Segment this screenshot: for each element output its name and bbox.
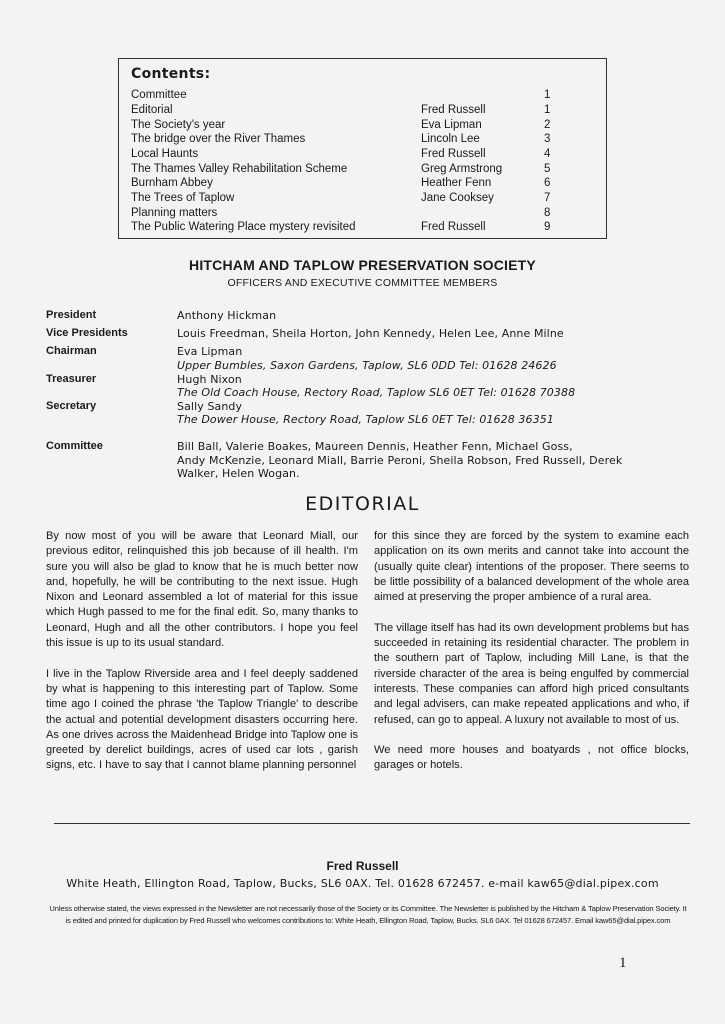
vice-presidents-label: Vice Presidents <box>46 327 128 339</box>
committee-label: Committee <box>46 440 103 452</box>
toc-page: 9 <box>544 221 551 233</box>
president-label: President <box>46 309 97 321</box>
toc-row <box>131 147 601 162</box>
page-number: 1 <box>619 955 627 971</box>
editorial-column-right <box>374 529 689 789</box>
treasurer-label: Treasurer <box>46 373 97 385</box>
editorial-heading: EDITORIAL <box>305 493 420 515</box>
toc-title: The Public Watering Place mystery revisited <box>131 221 356 233</box>
toc-author: Lincoln Lee <box>421 133 480 145</box>
toc-author: Fred Russell <box>421 221 486 233</box>
toc-author: Fred Russell <box>421 148 486 160</box>
contents-box <box>118 58 607 239</box>
secretary-name: Sally Sandy <box>177 400 243 413</box>
chairman-label: Chairman <box>46 345 97 357</box>
committee-names: Walker, Helen Wogan. <box>177 467 300 480</box>
toc-title: The Trees of Taplow <box>131 192 235 204</box>
toc-author: Heather Fenn <box>421 177 492 189</box>
toc-title: Committee <box>131 89 187 101</box>
toc-page: 2 <box>544 118 551 131</box>
treasurer-address: The Old Coach House, Rectory Road, Taplow SL6 0ET Tel: 01628 70388 <box>177 386 576 399</box>
toc-row <box>131 132 601 147</box>
footer-address: White Heath, Ellington Road, Taplow, Bucks, SL6 0AX. Tel. 01628 672457. e-mail kaw65@dial.pipex.com <box>66 877 659 890</box>
toc-author: Fred Russell <box>421 104 486 116</box>
toc-row <box>131 162 601 177</box>
toc-title: The Thames Valley Rehabilitation Scheme <box>131 162 348 175</box>
toc-row <box>131 88 601 103</box>
toc-row <box>131 103 601 118</box>
society-title: HITCHAM AND TAPLOW PRESERVATION SOCIETY <box>189 257 536 273</box>
society-subtitle: OFFICERS AND EXECUTIVE COMMITTEE MEMBERS <box>227 277 498 289</box>
president-name: Anthony Hickman <box>177 309 277 322</box>
footer-editor-name: Fred Russell <box>326 859 399 873</box>
toc-author: Eva Lipman <box>421 118 482 131</box>
editorial-paragraph: We need more houses and boatyards , not office blocks, garages or hotels. <box>374 744 689 772</box>
editorial-column-left <box>46 529 358 789</box>
toc-page: 8 <box>544 206 551 219</box>
editorial-paragraph: I live in the Taplow Riverside area and I feel deeply saddened by what is happening to this interesting part of Taplow. Some time ago I coined the phrase 'the Taplow Triangle' to describe the actual and potential development disasters occurring here. As one drives across the Maidenhead Bridge into Taplow one is greeted by derelict buildings, acres of used car lots , garish signs, etc. I have to say that I cannot blame planning personnel <box>46 667 358 772</box>
toc-row <box>131 118 601 133</box>
chairman-address: Upper Bumbles, Saxon Gardens, Taplow, SL6 0DD Tel: 01628 24626 <box>177 359 557 372</box>
secretary-address: The Dower House, Rectory Road, Taplow SL6 0ET Tel: 01628 36351 <box>177 413 554 426</box>
chairman-name: Eva Lipman <box>177 345 243 358</box>
footer-disclaimer: Unless otherwise stated, the views expressed in the Newsletter are not necessarily those of the Society or its Committee. The Newsletter is published by the Hitcham & Taplow Preservation Society. It is edited and printed for duplication by Fred Russell who welcomes contributions to: White Heath, Ellington Road, Taplow, Bucks. SL6 0AX. Tel 01628 672457. Email kaw65@dial.pipex.com <box>49 904 687 925</box>
toc-author: Greg Armstrong <box>421 162 503 175</box>
toc-author: Jane Cooksey <box>421 192 494 204</box>
toc-title: Burnham Abbey <box>131 177 213 189</box>
toc-title: Local Haunts <box>131 148 199 160</box>
treasurer-name: Hugh Nixon <box>177 373 242 386</box>
committee-names: Bill Ball, Valerie Boakes, Maureen Dennis, Heather Fenn, Michael Goss, <box>177 440 573 453</box>
committee-names: Andy McKenzie, Leonard Miall, Barrie Peroni, Sheila Robson, Fred Russell, Derek <box>177 453 623 467</box>
toc-title: The bridge over the River Thames <box>131 133 306 145</box>
toc-page: 3 <box>544 133 551 145</box>
vice-presidents-names: Louis Freedman, Sheila Horton, John Kennedy, Helen Lee, Anne Milne <box>177 327 564 340</box>
editorial-paragraph: By now most of you will be aware that Leonard Miall, our previous editor, relinquished this job because of ill health. I'm sure you will also be glad to know that he is much better now and, hopefully, he will be contributing to the next issue. Hugh Nixon and Leonard assembled a lot of material for this issue which Hugh passed to me for the final edit. So, many thanks to Leonard, Hugh and all the other contributors. I hope you feel this issue is up to its usual standard. <box>46 530 358 650</box>
secretary-label: Secretary <box>46 400 97 412</box>
toc-page: 6 <box>544 177 551 189</box>
toc-page: 1 <box>544 104 551 116</box>
toc-page: 5 <box>544 162 551 175</box>
toc-title: Planning matters <box>131 206 218 219</box>
toc-page: 7 <box>544 192 551 204</box>
toc-row <box>131 206 601 221</box>
toc-title: The Society's year <box>131 118 226 131</box>
editorial-paragraph: The village itself has had its own development problems but has succeeded in retaining its residential character. The problem in the southern part of Taplow, including Mill Lane, is that the riverside character of the area is being engulfed by commercial interests. These companies can afford high priced consultants and legal advisers, can make repeated applications and who, if refused, can go to appeal. A luxury not available to most of us. <box>374 621 689 726</box>
toc-page: 1 <box>544 89 551 101</box>
footer-divider <box>54 823 690 824</box>
editorial-paragraph: for this since they are forced by the system to examine each application on its own merits and cannot take into account the (usually quite clear) intentions of the proposer. There seems to be little possibility of a balanced development of the whole area aimed at preserving the proper ambience of a rural area. <box>374 530 689 604</box>
toc-row <box>131 220 601 235</box>
toc-title: Editorial <box>131 104 173 116</box>
toc-row <box>131 191 601 206</box>
toc-page: 4 <box>544 148 551 160</box>
contents-title: Contents: <box>131 66 211 82</box>
toc-row <box>131 176 601 191</box>
